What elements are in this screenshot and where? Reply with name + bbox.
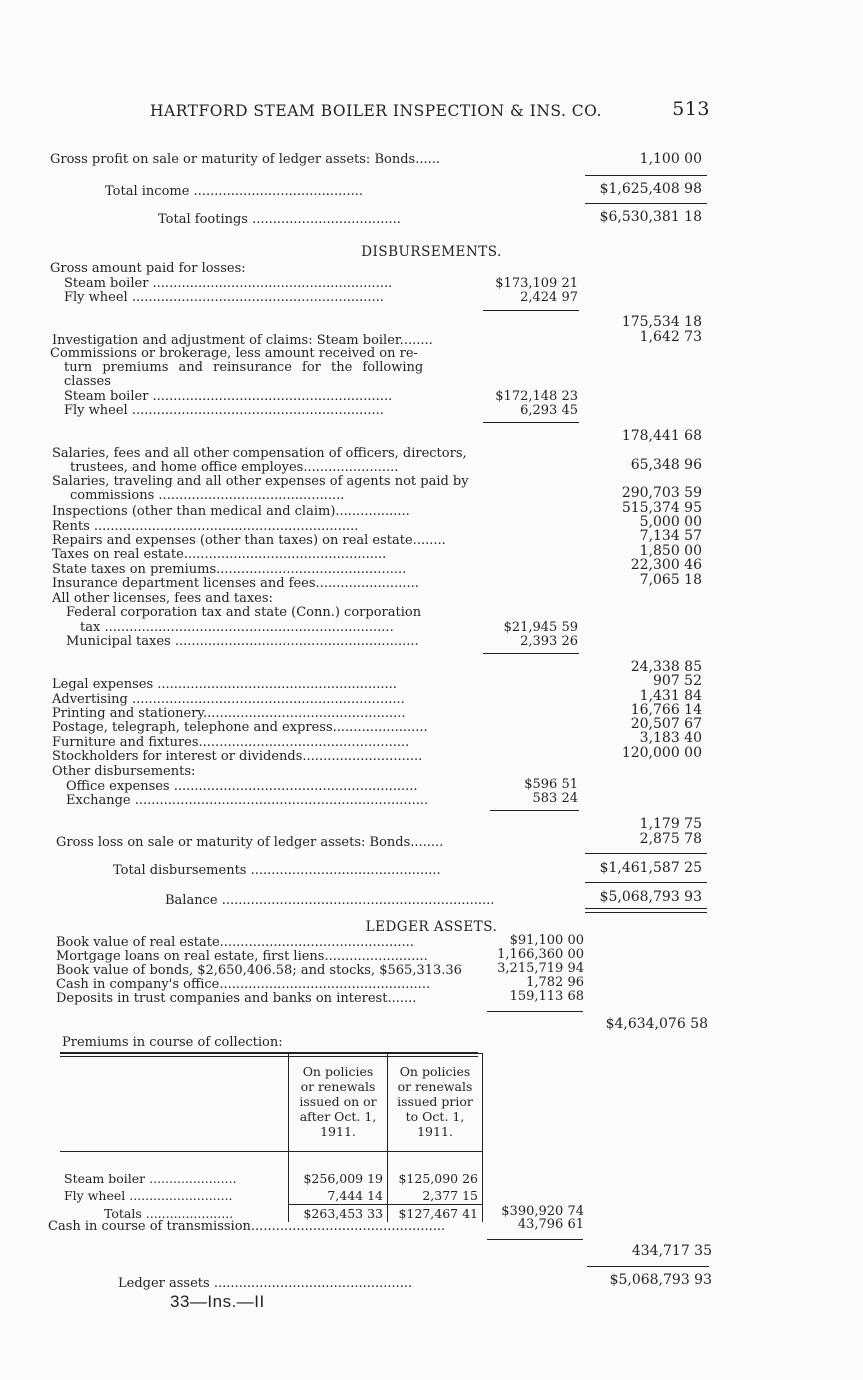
disbursements-heading: DISBURSEMENTS. [361,244,502,260]
premiums-total: 434,717 35 [631,1243,712,1259]
legal-value: 907 52 [653,673,702,689]
exchange-value: 583 24 [532,791,578,806]
row-c1: 7,444 14 [289,1187,388,1205]
balance-label: Balance .................................................................. [165,893,495,908]
page-title: HARTFORD STEAM BOILER INSPECTION & INS. CO. [150,102,602,120]
furniture-label: Furniture and fixtures................................................... [52,735,410,750]
comm-steam-boiler-value: $172,148 23 [495,389,578,404]
double-rule [585,908,707,913]
furniture-value: 3,183 40 [639,730,702,746]
ledger-heading: LEDGER ASSETS. [365,919,498,935]
other-taxes-label: All other licenses, fees and taxes: [52,591,273,606]
rule [483,422,579,423]
totals-c1: $263,453 33 [289,1205,388,1223]
total-disbursements-label: Total disbursements .............................................. [113,863,441,878]
rule [587,1266,709,1267]
cash-office-value: 1,782 96 [526,975,584,990]
insurance-licenses-value: 7,065 18 [639,572,702,588]
municipal-tax-label: Municipal taxes ........................................................... [66,634,419,649]
footer-signature: 33—Ins.—II [170,1292,265,1311]
insurance-licenses-label: Insurance department licenses and fees......................... [52,576,419,591]
commissions-total: 178,441 68 [621,428,702,444]
real-estate-label: Book value of real estate............................................... [56,935,414,950]
advertising-label: Advertising .................................................................. [52,692,405,707]
salaries-officers-label: Salaries, fees and all other compensation of officers, directors, [52,446,467,461]
col1-header [289,1054,388,1152]
ledger-subtotal: $4,634,076 58 [605,1016,708,1032]
advertising-value: 1,431 84 [639,688,702,704]
rule [483,310,579,311]
col2-header-line: issued prior [397,1094,473,1109]
repairs-label: Repairs and expenses (other than taxes) on real estate........ [52,533,446,548]
municipal-tax-value: 2,393 26 [520,634,578,649]
col2-header-line: On policies [399,1064,471,1079]
page-header [150,98,710,120]
balance-value: $5,068,793 93 [599,889,702,905]
row-c2: $125,090 26 [388,1170,483,1187]
federal-tax-label-1: Federal corporation tax and state (Conn.) corporation [66,605,422,620]
gross-profit-label: Gross profit on sale or maturity of ledger assets: Bonds...... [50,152,440,167]
rule [487,1239,583,1240]
col1-header-line: after Oct. 1, [299,1109,377,1124]
postage-value: 20,507 67 [630,716,702,732]
salaries-officers-value: 65,348 96 [630,457,702,473]
rents-label: Rents ................................................................ [52,519,359,534]
salaries-officers-label-2: trustees, and home office employes....................... [70,460,399,475]
mortgage-loans-value: 1,166,360 00 [497,947,584,962]
table-row [60,1170,483,1187]
bonds-stocks-value: 3,215,719 94 [497,961,584,976]
table-header-row [60,1054,483,1152]
office-expenses-value: $596 51 [524,777,578,792]
total-disbursements-value: $1,461,587 25 [599,860,702,876]
deposits-value: 159,113 68 [509,989,584,1004]
row-c1: $256,009 19 [289,1170,388,1187]
transmission-label: Cash in course of transmission............................................... [48,1219,446,1234]
other-disbursements-label: Other disbursements: [52,764,196,779]
salaries-agents-label: Salaries, traveling and all other expenses of agents not paid by [52,474,469,489]
loss-steam-boiler-label: Steam boiler .......................................................... [64,276,393,291]
losses-total: 175,534 18 [621,314,702,330]
taxes-real-estate-value: 1,850 00 [639,543,702,559]
mortgage-loans-label: Mortgage loans on real estate, first liens......................... [56,949,428,964]
office-expenses-label: Office expenses ........................................................... [66,779,418,794]
inspections-label: Inspections (other than medical and claim).................. [52,504,410,519]
cash-office-label: Cash in company's office................................................... [56,977,431,992]
rents-value: 5,000 00 [639,514,702,530]
exchange-label: Exchange ....................................................................... [66,793,429,808]
col1-header-line: 1911. [320,1124,356,1139]
comm-fly-wheel-label: Fly wheel ............................................................. [64,403,384,418]
table-cell [388,1152,483,1171]
rule [585,882,707,883]
federal-tax-value: $21,945 59 [503,620,578,635]
transmission-value: 43,796 61 [517,1217,584,1232]
state-taxes-label: State taxes on premiums.............................................. [52,562,407,577]
inspections-value: 515,374 95 [621,500,702,516]
bonds-stocks-label: Book value of bonds, $2,650,406.58; and stocks, $565,313.36 [56,963,462,978]
postage-label: Postage, telegraph, telephone and express....................... [52,720,428,735]
totals-combined: $390,920 74 [501,1204,584,1219]
printing-value: 16,766 14 [630,702,702,718]
commissions-label-1: Commissions or brokerage, less amount received on re- [50,346,418,361]
deposits-label: Deposits in trust companies and banks on interest....... [56,991,417,1006]
loss-fly-wheel-label: Fly wheel ............................................................. [64,290,384,305]
rule [490,810,579,811]
rule [585,853,707,854]
gross-loss-value: 2,875 78 [639,831,702,847]
comm-steam-boiler-label: Steam boiler .......................................................... [64,389,393,404]
premiums-label: Premiums in course of collection: [62,1035,283,1050]
totals-c2: $127,467 41 [388,1205,483,1223]
total-income-value: $1,625,408 98 [599,181,702,197]
rule [483,653,579,654]
col2-header-line: to Oct. 1, [405,1109,465,1124]
table-cell [60,1152,289,1171]
salaries-agents-value: 290,703 59 [621,485,702,501]
col2-header-line: or renewals [397,1079,473,1094]
commissions-label-3: classes [64,374,111,389]
other-disbursements-total: 1,179 75 [639,816,702,832]
col2-header-line: 1911. [417,1124,453,1139]
comm-fly-wheel-value: 6,293 45 [520,403,578,418]
rule [487,1011,583,1012]
stockholders-label: Stockholders for interest or dividends............................. [52,749,423,764]
federal-tax-label-2: tax ...................................................................... [80,620,394,635]
row-label: Steam boiler ...................... [64,1171,237,1186]
ledger-assets-label: Ledger assets ................................................ [118,1276,413,1291]
page-number: 513 [672,98,710,120]
stockholders-value: 120,000 00 [621,745,702,761]
loss-steam-boiler-value: $173,109 21 [495,276,578,291]
table-row [60,1187,483,1205]
table-spacer-row [60,1152,483,1171]
row-c2: 2,377 15 [388,1187,483,1205]
investigation-label: Investigation and adjustment of claims: Steam boiler........ [52,333,433,348]
gross-profit-value: 1,100 00 [639,151,702,167]
loss-fly-wheel-value: 2,424 97 [520,290,578,305]
printing-label: Printing and stationery................................................. [52,706,406,721]
state-taxes-value: 22,300 46 [630,557,702,573]
losses-label: Gross amount paid for losses: [50,261,246,276]
taxes-real-estate-label: Taxes on real estate................................................. [52,547,387,562]
rule [585,175,707,176]
totals-label: Totals ...................... [104,1205,234,1221]
col1-header-line: issued on or [299,1094,377,1109]
col1-header-line: On policies [302,1064,374,1079]
row-label: Fly wheel .......................... [64,1188,233,1204]
table-cell [289,1152,388,1171]
total-footings-value: $6,530,381 18 [599,209,702,225]
taxes-total: 24,338 85 [630,659,702,675]
ledger-assets-value: $5,068,793 93 [609,1272,712,1288]
investigation-value: 1,642 73 [639,329,702,345]
table-header-blank [60,1054,289,1152]
premiums-table [60,1053,483,1222]
total-footings-label: Total footings .................................... [158,212,401,227]
total-income-label: Total income ......................................... [105,184,363,199]
gross-loss-label: Gross loss on sale or maturity of ledger assets: Bonds........ [56,835,444,850]
rule [585,203,707,204]
legal-label: Legal expenses .......................................................... [52,677,397,692]
repairs-value: 7,134 57 [639,528,702,544]
col1-header-line: or renewals [300,1079,376,1094]
salaries-agents-label-2: commissions ............................................. [70,488,345,503]
col2-header [388,1054,483,1152]
commissions-label-2: turn premiums and reinsurance for the following [64,360,424,375]
real-estate-value: $91,100 00 [509,933,584,948]
